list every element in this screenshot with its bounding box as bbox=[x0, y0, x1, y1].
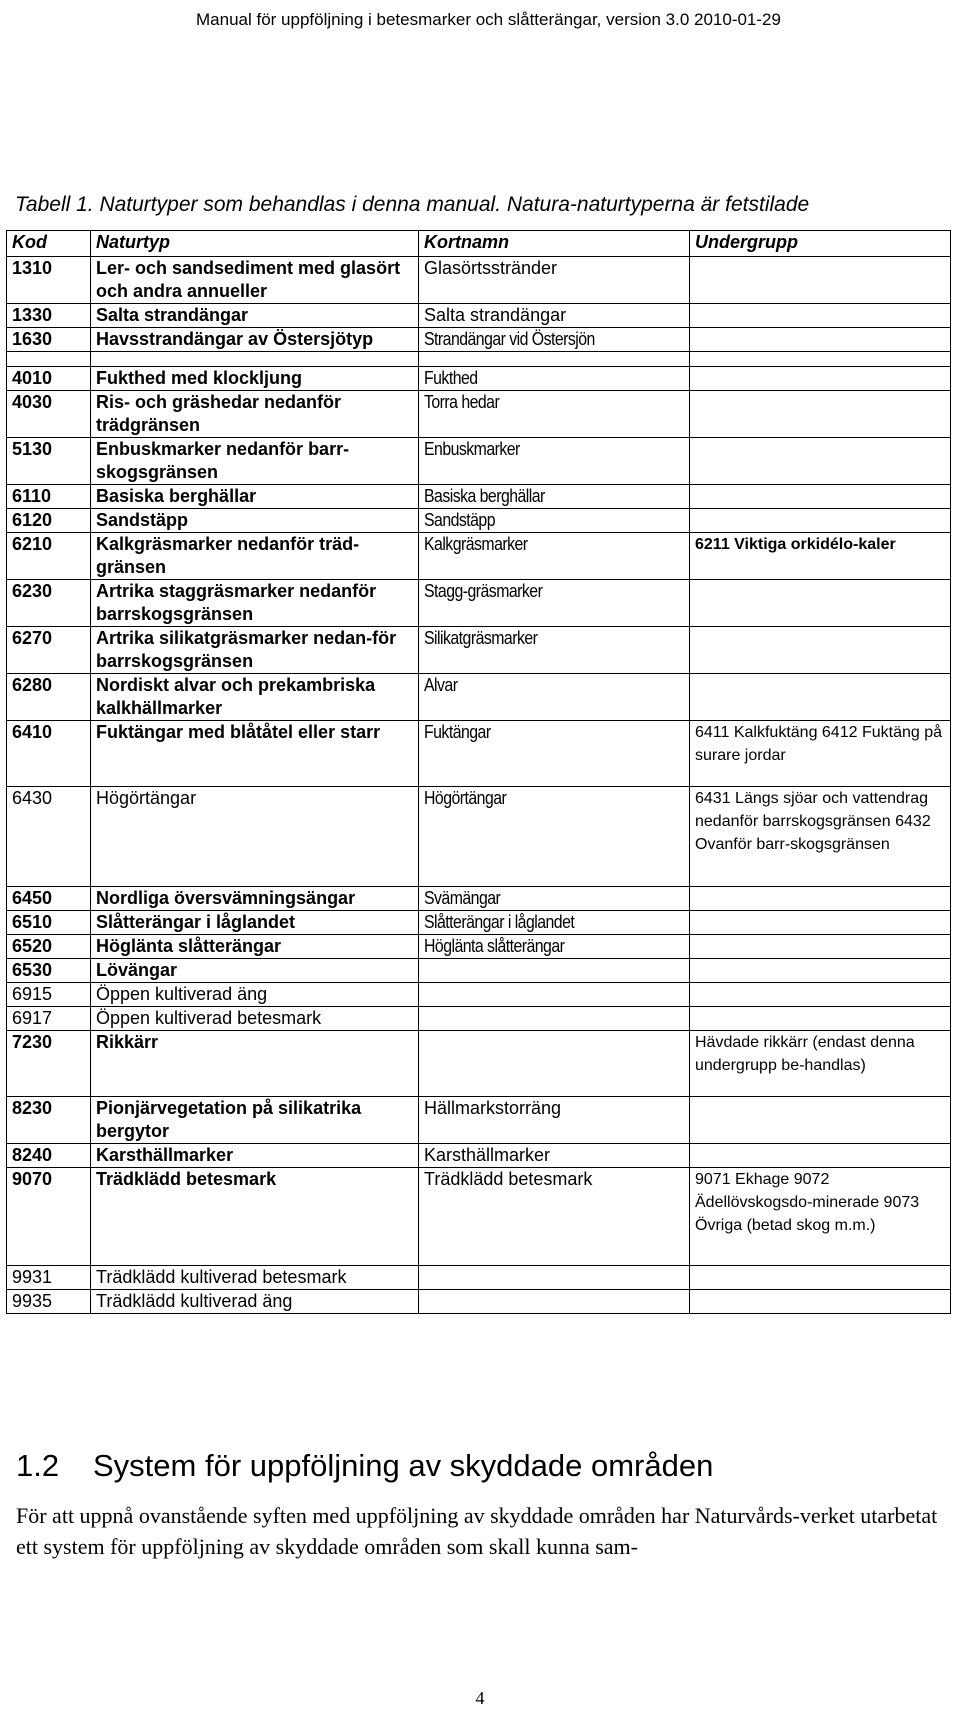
cell-kortnamn: Silikatgräsmarker bbox=[419, 627, 690, 674]
cell-kod: 6270 bbox=[7, 627, 91, 674]
cell-naturtyp: Trädklädd kultiverad betesmark bbox=[91, 1266, 419, 1290]
table-row bbox=[7, 367, 951, 391]
table-row bbox=[7, 721, 951, 787]
cell-kortnamn: Karsthällmarker bbox=[419, 1144, 690, 1168]
cell-undergrupp bbox=[690, 1144, 951, 1168]
cell-undergrupp bbox=[690, 935, 951, 959]
cell-undergrupp: 6411 Kalkfuktäng 6412 Fuktäng på surare jordar bbox=[690, 721, 951, 787]
cell-kortnamn: Stagg-gräsmarker bbox=[419, 580, 690, 627]
table-row bbox=[7, 485, 951, 509]
cell-undergrupp bbox=[690, 1266, 951, 1290]
cell-kortnamn bbox=[419, 959, 690, 983]
cell-kortnamn: Kalkgräsmarker bbox=[419, 533, 690, 580]
cell-kod: 6110 bbox=[7, 485, 91, 509]
cell-naturtyp: Trädklädd kultiverad äng bbox=[91, 1290, 419, 1314]
table-row bbox=[7, 1007, 951, 1031]
cell-naturtyp: Ler- och sandsediment med glasört och andra annueller bbox=[91, 257, 419, 304]
cell-naturtyp: Nordiskt alvar och prekambriska kalkhällmarker bbox=[91, 674, 419, 721]
table-row bbox=[7, 787, 951, 887]
table-row bbox=[7, 983, 951, 1007]
cell-naturtyp: Sandstäpp bbox=[91, 509, 419, 533]
cell-kortnamn bbox=[419, 1031, 690, 1097]
page-number: 4 bbox=[475, 1688, 485, 1708]
section-heading bbox=[16, 1448, 713, 1484]
cell-naturtyp: Slåtterängar i låglandet bbox=[91, 911, 419, 935]
cell-kortnamn: Sandstäpp bbox=[419, 509, 690, 533]
running-header: Manual för uppföljning i betesmarker och slåtterängar, version 3.0 2010-01-29 bbox=[196, 10, 781, 29]
cell-naturtyp: Höglänta slåtterängar bbox=[91, 935, 419, 959]
cell-kortnamn: Slåtterängar i låglandet bbox=[419, 911, 690, 935]
cell-naturtyp: Ris- och gräshedar nedanför trädgränsen bbox=[91, 391, 419, 438]
cell-undergrupp bbox=[690, 438, 951, 485]
cell-undergrupp: 9071 Ekhage 9072 Ädellövskogsdo-minerade 9073 Övriga (betad skog m.m.) bbox=[690, 1168, 951, 1266]
table-row bbox=[7, 627, 951, 674]
cell-kod: 6430 bbox=[7, 787, 91, 887]
section-number: 1.2 bbox=[16, 1448, 60, 1483]
cell-kortnamn: Högörtängar bbox=[419, 787, 690, 887]
section-title: System för uppföljning av skyddade områden bbox=[93, 1448, 714, 1483]
cell-kod: 1330 bbox=[7, 304, 91, 328]
header-undergrupp: Undergrupp bbox=[690, 231, 951, 257]
cell-undergrupp bbox=[690, 1290, 951, 1314]
cell-kod: 6530 bbox=[7, 959, 91, 983]
cell-kortnamn: Torra hedar bbox=[419, 391, 690, 438]
table-row bbox=[7, 257, 951, 304]
cell-kod: 7230 bbox=[7, 1031, 91, 1097]
cell-undergrupp bbox=[690, 367, 951, 391]
cell-kortnamn bbox=[419, 1007, 690, 1031]
cell-kortnamn: Höglänta slåtterängar bbox=[419, 935, 690, 959]
table-row bbox=[7, 1168, 951, 1266]
cell-undergrupp bbox=[690, 674, 951, 721]
cell-kortnamn: Strandängar vid Östersjön bbox=[419, 328, 690, 352]
cell-naturtyp: Högörtängar bbox=[91, 787, 419, 887]
cell-kod: 6510 bbox=[7, 911, 91, 935]
naturtyper-table bbox=[6, 230, 951, 1314]
header-kod: Kod bbox=[7, 231, 91, 257]
cell-naturtyp: Artrika staggräsmarker nedanför barrskogsgränsen bbox=[91, 580, 419, 627]
cell-undergrupp bbox=[690, 627, 951, 674]
cell-undergrupp: 6211 Viktiga orkidélo-kaler bbox=[690, 533, 951, 580]
cell-kortnamn: Salta strandängar bbox=[419, 304, 690, 328]
cell-kortnamn: Basiska berghällar bbox=[419, 485, 690, 509]
header-naturtyp: Naturtyp bbox=[91, 231, 419, 257]
table-row bbox=[7, 391, 951, 438]
cell-kortnamn: Svämängar bbox=[419, 887, 690, 911]
cell-undergrupp: Hävdade rikkärr (endast denna undergrupp be-handlas) bbox=[690, 1031, 951, 1097]
table-caption: Tabell 1. Naturtyper som behandlas i denna manual. Natura-naturtyperna är fetstilade bbox=[15, 193, 810, 216]
cell-naturtyp: Pionjärvegetation på silikatrika bergytor bbox=[91, 1097, 419, 1144]
cell-naturtyp: Salta strandängar bbox=[91, 304, 419, 328]
cell-kortnamn bbox=[419, 1266, 690, 1290]
cell-kod: 6520 bbox=[7, 935, 91, 959]
cell-kod: 6230 bbox=[7, 580, 91, 627]
cell-kortnamn: Hällmarkstorräng bbox=[419, 1097, 690, 1144]
cell-naturtyp: Enbuskmarker nedanför barr-skogsgränsen bbox=[91, 438, 419, 485]
cell-kod: 6120 bbox=[7, 509, 91, 533]
table-row bbox=[7, 328, 951, 352]
header-kortnamn: Kortnamn bbox=[419, 231, 690, 257]
table-row bbox=[7, 1144, 951, 1168]
table-row bbox=[7, 959, 951, 983]
cell-naturtyp: Fukthed med klockljung bbox=[91, 367, 419, 391]
table-row bbox=[7, 887, 951, 911]
cell-undergrupp bbox=[690, 1097, 951, 1144]
cell-kod: 8230 bbox=[7, 1097, 91, 1144]
cell-naturtyp: Trädklädd betesmark bbox=[91, 1168, 419, 1266]
cell-kod: 1630 bbox=[7, 328, 91, 352]
cell-kod: 6915 bbox=[7, 983, 91, 1007]
cell-undergrupp bbox=[690, 1007, 951, 1031]
cell-naturtyp: Fuktängar med blåtåtel eller starr bbox=[91, 721, 419, 787]
cell-undergrupp bbox=[690, 257, 951, 304]
cell-kod: 6280 bbox=[7, 674, 91, 721]
table-row bbox=[7, 1266, 951, 1290]
cell-undergrupp bbox=[690, 911, 951, 935]
cell-kod: 9935 bbox=[7, 1290, 91, 1314]
cell-naturtyp: Öppen kultiverad betesmark bbox=[91, 1007, 419, 1031]
cell-naturtyp: Karsthällmarker bbox=[91, 1144, 419, 1168]
table-row bbox=[7, 935, 951, 959]
cell-kortnamn: Glasörtsstränder bbox=[419, 257, 690, 304]
cell-kortnamn: Enbuskmarker bbox=[419, 438, 690, 485]
table-spacer-row bbox=[7, 352, 951, 367]
table-row bbox=[7, 304, 951, 328]
table-row bbox=[7, 1290, 951, 1314]
cell-naturtyp: Öppen kultiverad äng bbox=[91, 983, 419, 1007]
cell-naturtyp: Basiska berghällar bbox=[91, 485, 419, 509]
cell-undergrupp bbox=[690, 580, 951, 627]
cell-kod: 5130 bbox=[7, 438, 91, 485]
table-row bbox=[7, 509, 951, 533]
cell-kortnamn: Alvar bbox=[419, 674, 690, 721]
cell-naturtyp: Artrika silikatgräsmarker nedan-för barrskogsgränsen bbox=[91, 627, 419, 674]
table-header-row bbox=[7, 231, 951, 257]
cell-kod: 4030 bbox=[7, 391, 91, 438]
cell-undergrupp bbox=[690, 959, 951, 983]
table-row bbox=[7, 1097, 951, 1144]
cell-naturtyp: Lövängar bbox=[91, 959, 419, 983]
cell-naturtyp: Nordliga översvämningsängar bbox=[91, 887, 419, 911]
cell-undergrupp bbox=[690, 983, 951, 1007]
cell-kod: 8240 bbox=[7, 1144, 91, 1168]
cell-undergrupp bbox=[690, 328, 951, 352]
cell-undergrupp bbox=[690, 509, 951, 533]
table-row bbox=[7, 580, 951, 627]
cell-kortnamn: Fukthed bbox=[419, 367, 690, 391]
cell-kortnamn: Fuktängar bbox=[419, 721, 690, 787]
table-row bbox=[7, 533, 951, 580]
cell-naturtyp: Havsstrandängar av Östersjötyp bbox=[91, 328, 419, 352]
cell-undergrupp bbox=[690, 485, 951, 509]
cell-kortnamn bbox=[419, 983, 690, 1007]
table-row bbox=[7, 674, 951, 721]
cell-kod: 9070 bbox=[7, 1168, 91, 1266]
table-row bbox=[7, 911, 951, 935]
cell-kod: 4010 bbox=[7, 367, 91, 391]
cell-kortnamn bbox=[419, 1290, 690, 1314]
cell-kod: 9931 bbox=[7, 1266, 91, 1290]
table-row bbox=[7, 438, 951, 485]
cell-naturtyp: Rikkärr bbox=[91, 1031, 419, 1097]
cell-undergrupp bbox=[690, 304, 951, 328]
cell-kod: 6917 bbox=[7, 1007, 91, 1031]
cell-undergrupp: 6431 Längs sjöar och vattendrag nedanför barrskogsgränsen 6432 Ovanför barr-skogsgränsen bbox=[690, 787, 951, 887]
cell-undergrupp bbox=[690, 391, 951, 438]
cell-naturtyp: Kalkgräsmarker nedanför träd-gränsen bbox=[91, 533, 419, 580]
cell-kod: 6410 bbox=[7, 721, 91, 787]
table-row bbox=[7, 1031, 951, 1097]
body-paragraph: För att uppnå ovanstående syften med uppföljning av skyddade områden har Naturvårds-verket utarbetat ett system för uppföljning av skyddade områden som skall kunna sam- bbox=[16, 1503, 938, 1559]
cell-kod: 6450 bbox=[7, 887, 91, 911]
cell-kod: 1310 bbox=[7, 257, 91, 304]
cell-kod: 6210 bbox=[7, 533, 91, 580]
cell-kortnamn: Trädklädd betesmark bbox=[419, 1168, 690, 1266]
cell-undergrupp bbox=[690, 887, 951, 911]
